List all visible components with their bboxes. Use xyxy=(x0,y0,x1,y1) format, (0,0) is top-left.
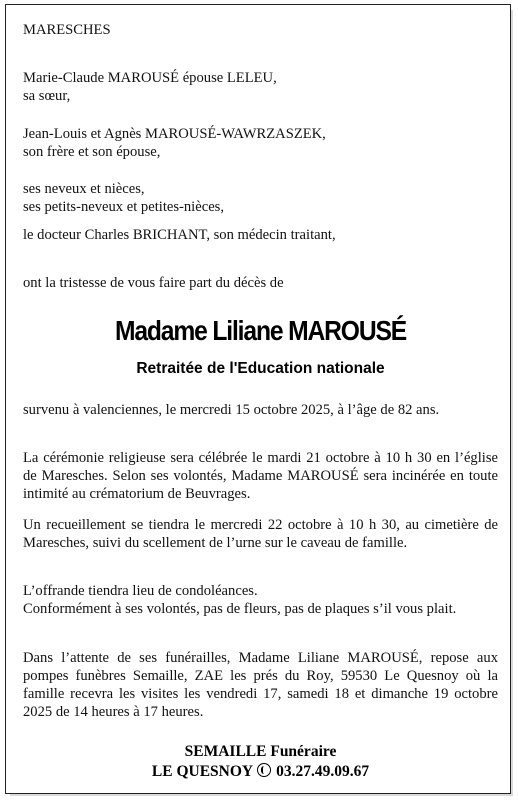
flowers-paragraph: Conformément à ses volontés, pas de fleurs, pas de plaques s’il vous plait. xyxy=(23,601,457,617)
deceased-title: Retraitée de l'Education nationale xyxy=(136,360,385,377)
funeral-company: SEMAILLE Funéraire xyxy=(184,743,337,760)
doctor-line: le docteur Charles BRICHANT, son médecin traitant, xyxy=(23,227,336,243)
phone-icon xyxy=(257,763,271,777)
announcement-intro: ont la tristesse de vous faire part du décès de xyxy=(23,275,284,291)
deceased-name: Madame Liliane MAROUSÉ xyxy=(114,315,407,346)
nephews-line: ses neveux et nièces, xyxy=(23,181,145,197)
visits-paragraph: Dans l’attente de ses funérailles, Madame Liliane MAROUSÉ, repose aux pompes funèbres Semaille, ZAE les prés du Roy, 59530 Le Quesnoy où la famille recevra les visites les vendredi 17, samedi 18 et dimanche 19 octobre 2025 de 14 heures à 17 heures. xyxy=(23,650,498,720)
ceremony-paragraph: La cérémonie religieuse sera célébrée le mardi 21 octobre à 10 h 30 en l’église de Maresches. Selon ses volontés, Madame MAROUSÉ sera incinérée en toute intimité au crématorium de Beuvrages. xyxy=(23,450,498,502)
funeral-city: LE QUESNOY xyxy=(151,763,254,780)
border-shadow-right xyxy=(511,10,513,796)
death-paragraph: survenu à valenciennes, le mercredi 15 octobre 2025, à l’âge de 82 ans. xyxy=(23,402,440,418)
funeral-phone: 03.27.49.09.67 xyxy=(276,763,370,780)
town-name: MARESCHES xyxy=(23,22,111,38)
sister-name: Marie-Claude MAROUSÉ épouse LELEU, xyxy=(23,70,277,86)
brother-relation: son frère et son épouse, xyxy=(23,144,161,160)
grand-nephews-line: ses petits-neveux et petites-nièces, xyxy=(23,199,224,215)
offering-line: L’offrande tiendra lieu de condoléances. xyxy=(23,583,258,599)
gathering-paragraph: Un recueillement se tiendra le mercredi 22 octobre à 10 h 30, au cimetière de Maresches, suivi du scellement de l’urne sur le caveau de famille. xyxy=(23,517,498,551)
brother-name: Jean-Louis et Agnès MAROUSÉ-WAWRZASZEK, xyxy=(23,126,326,142)
border-shadow-bottom xyxy=(10,794,513,796)
funeral-contact xyxy=(23,762,498,782)
sister-relation: sa sœur, xyxy=(23,88,71,104)
